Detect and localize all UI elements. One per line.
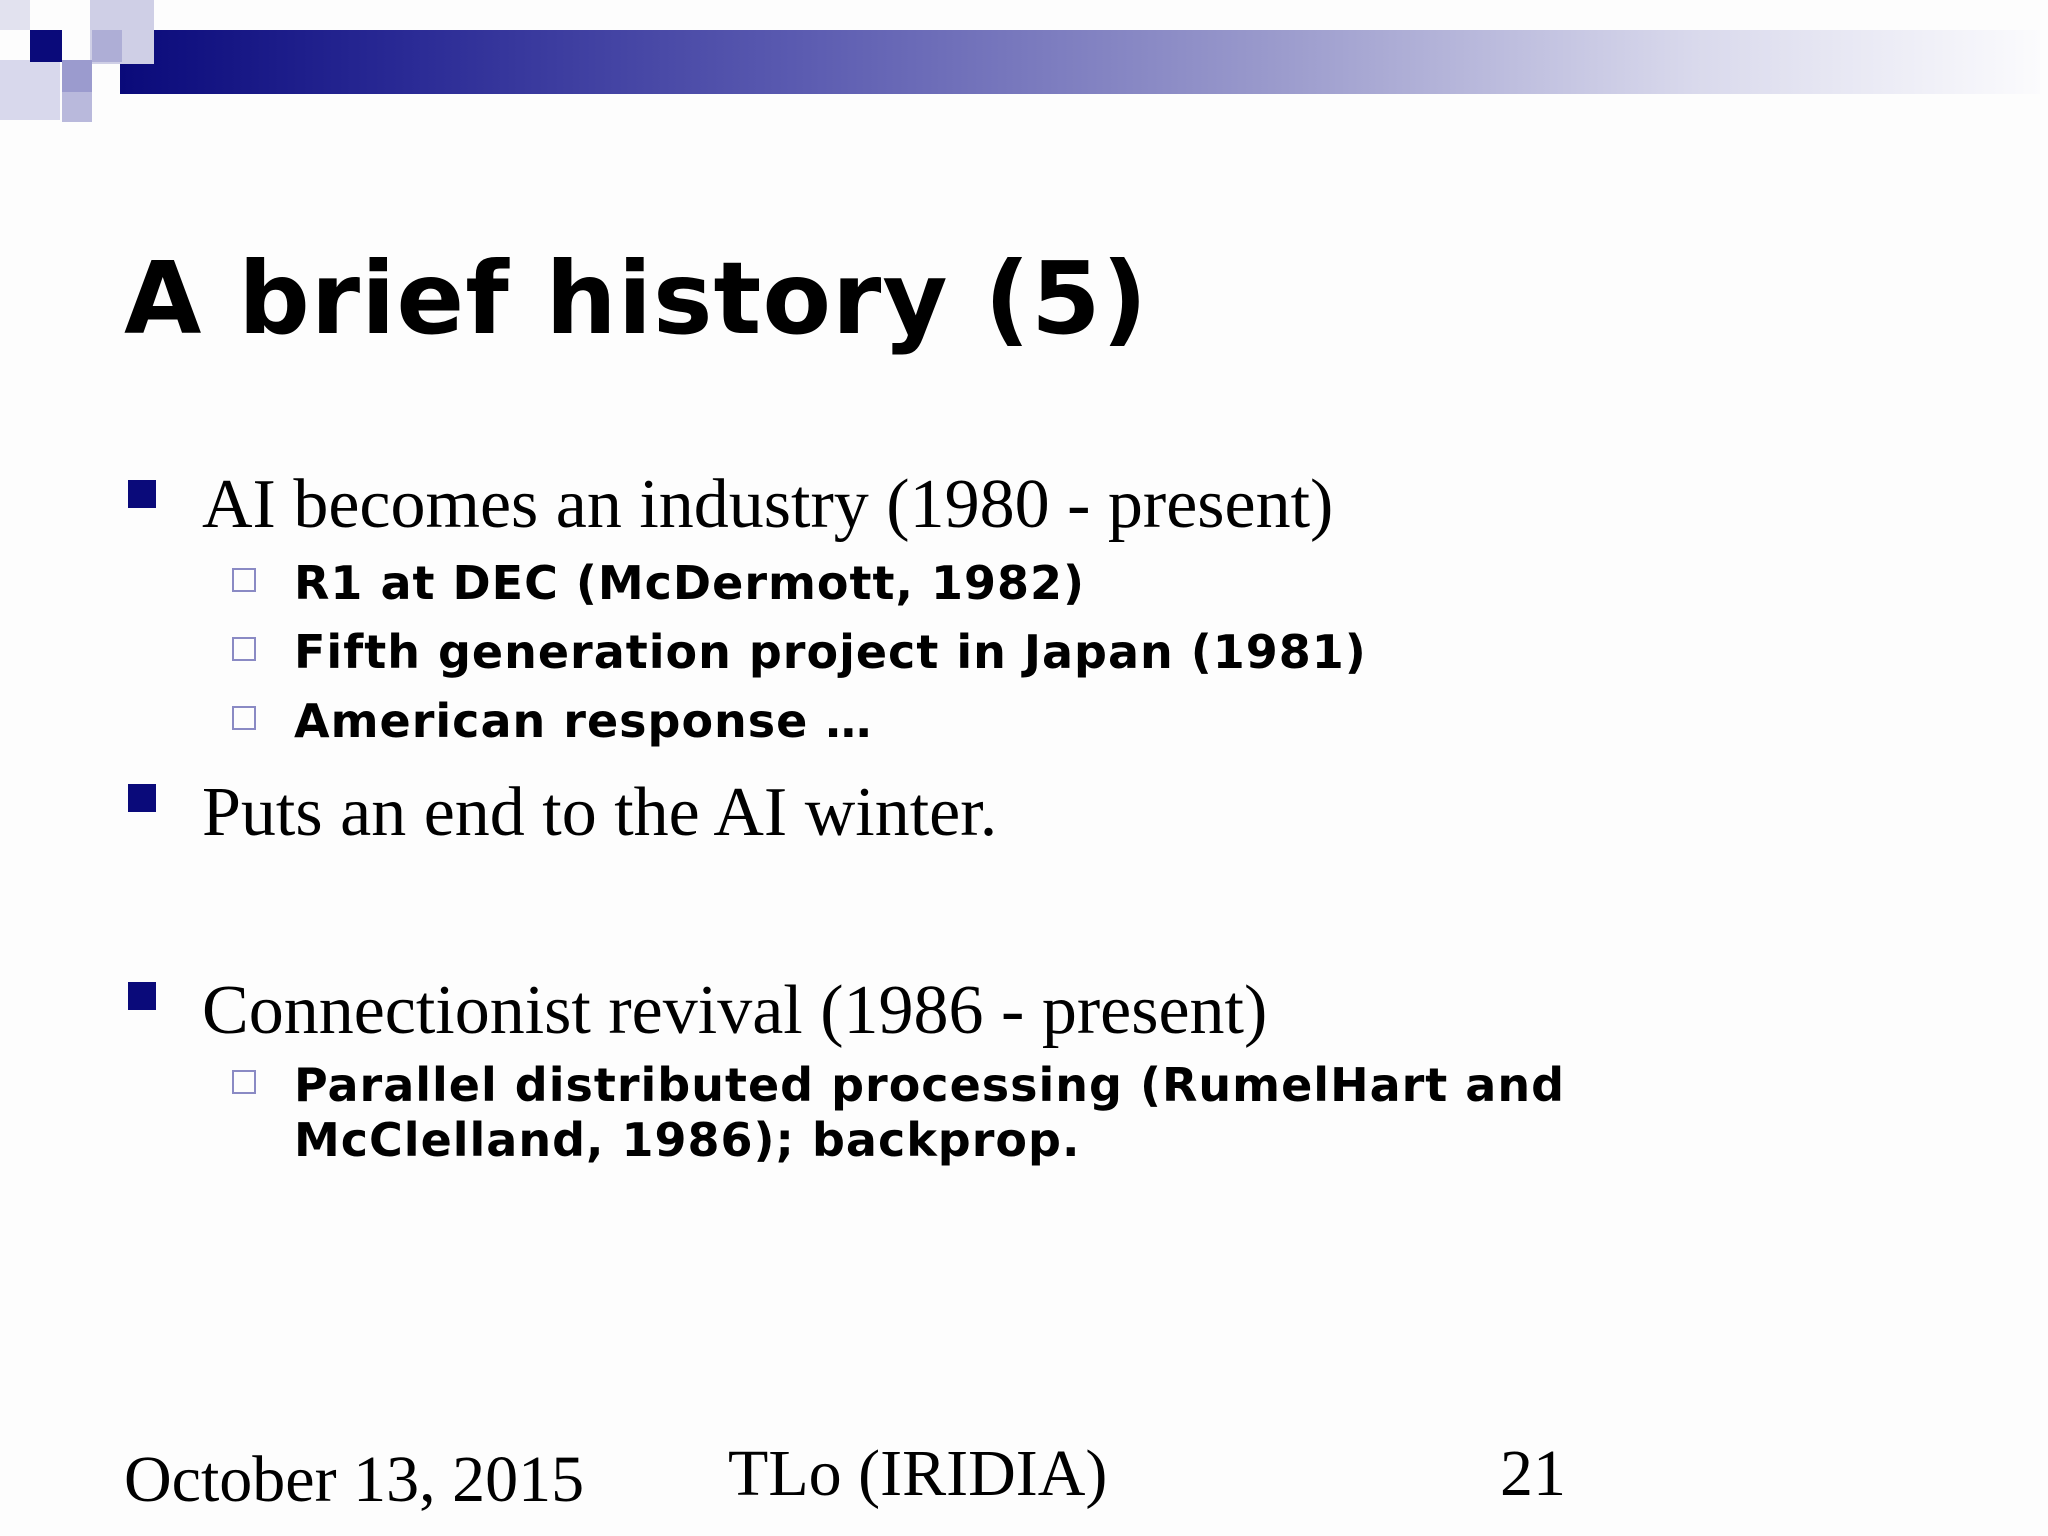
square-bullet-icon (128, 784, 156, 812)
decorative-square (92, 30, 122, 62)
decorative-square (0, 0, 30, 30)
sub-bullet-text: Parallel distributed processing (RumelHart and McClelland, 1986); backprop. (294, 1058, 1566, 1168)
square-bullet-icon (128, 480, 156, 508)
sub-bullet-text: American response … (294, 694, 873, 748)
slide-number: 21 (1500, 1437, 1566, 1510)
hollow-square-bullet-icon (232, 706, 256, 730)
slide-title: A brief history (5) (124, 240, 1149, 357)
footer-date: October 13, 2015 (124, 1443, 585, 1516)
hollow-square-bullet-icon (232, 637, 256, 661)
decorative-square (0, 60, 60, 120)
sub-bullet-text: R1 at DEC (McDermott, 1982) (294, 556, 1086, 610)
footer-author: TLo (IRIDIA) (728, 1437, 1108, 1510)
header-gradient-bar (120, 30, 2040, 94)
decorative-square (30, 30, 62, 62)
bullet-text: AI becomes an industry (1980 - present) (202, 466, 1334, 543)
hollow-square-bullet-icon (232, 568, 256, 592)
square-bullet-icon (128, 982, 156, 1010)
sub-bullet-text: Fifth generation project in Japan (1981) (294, 625, 1367, 679)
hollow-square-bullet-icon (232, 1070, 256, 1094)
decorative-square (62, 60, 92, 92)
decorative-square (62, 92, 92, 122)
bullet-text: Puts an end to the AI winter. (202, 774, 998, 851)
bullet-text: Connectionist revival (1986 - present) (202, 972, 1268, 1049)
